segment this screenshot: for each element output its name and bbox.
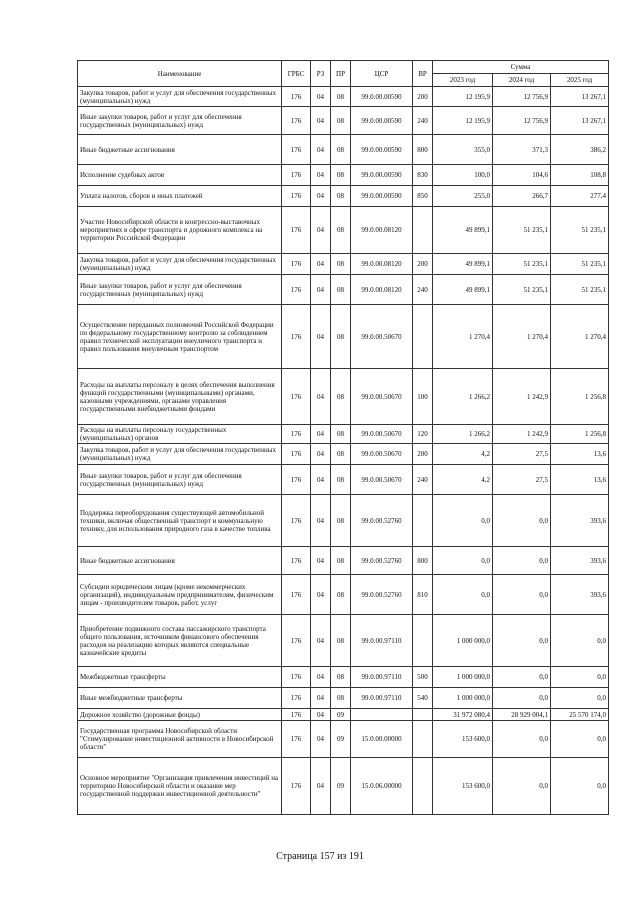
cell-2025: 51 235,1 bbox=[551, 254, 609, 275]
cell-2024: 0,0 bbox=[493, 615, 551, 667]
cell-name: Иные закупки товаров, работ и услуг для обеспечения государственных (муниципальных) нужд bbox=[78, 107, 282, 135]
cell-rz: 04 bbox=[311, 207, 331, 254]
header-name: Наименование bbox=[78, 61, 282, 87]
cell-2023: 1 266,2 bbox=[433, 425, 493, 444]
cell-2024: 371,3 bbox=[493, 135, 551, 165]
header-year-2025: 2025 год bbox=[551, 74, 609, 87]
cell-2023: 12 195,9 bbox=[433, 107, 493, 135]
table-row bbox=[78, 575, 609, 615]
cell-grbs: 176 bbox=[282, 615, 311, 667]
cell-csr: 99.0.00.97110 bbox=[351, 688, 413, 709]
cell-grbs: 176 bbox=[282, 107, 311, 135]
cell-grbs: 176 bbox=[282, 495, 311, 547]
table-row bbox=[78, 615, 609, 667]
cell-2023: 49 899,1 bbox=[433, 254, 493, 275]
cell-vr: 120 bbox=[413, 425, 433, 444]
cell-2025: 13 267,1 bbox=[551, 87, 609, 107]
cell-2024: 51 235,1 bbox=[493, 275, 551, 305]
cell-2023: 355,0 bbox=[433, 135, 493, 165]
cell-rz: 04 bbox=[311, 615, 331, 667]
cell-pr: 08 bbox=[331, 275, 351, 305]
table-row bbox=[78, 207, 609, 254]
cell-2025: 13,6 bbox=[551, 444, 609, 465]
cell-2025: 393,6 bbox=[551, 547, 609, 575]
cell-rz: 04 bbox=[311, 721, 331, 758]
cell-grbs: 176 bbox=[282, 667, 311, 688]
cell-grbs: 176 bbox=[282, 444, 311, 465]
cell-pr: 08 bbox=[331, 107, 351, 135]
cell-vr: 100 bbox=[413, 369, 433, 425]
cell-csr: 99.0.00.08120 bbox=[351, 254, 413, 275]
table-row bbox=[78, 275, 609, 305]
table-row bbox=[78, 135, 609, 165]
cell-grbs: 176 bbox=[282, 254, 311, 275]
header-year-2024: 2024 год bbox=[493, 74, 551, 87]
cell-csr: 99.0.00.52760 bbox=[351, 547, 413, 575]
cell-rz: 04 bbox=[311, 87, 331, 107]
cell-pr: 08 bbox=[331, 547, 351, 575]
cell-pr: 08 bbox=[331, 495, 351, 547]
cell-csr: 99.0.00.97110 bbox=[351, 615, 413, 667]
cell-rz: 04 bbox=[311, 688, 331, 709]
cell-pr: 08 bbox=[331, 688, 351, 709]
cell-2025: 1 256,8 bbox=[551, 369, 609, 425]
cell-2024: 27,5 bbox=[493, 465, 551, 495]
cell-csr: 99.0.00.00590 bbox=[351, 135, 413, 165]
cell-vr: 240 bbox=[413, 465, 433, 495]
header-pr: ПР bbox=[331, 61, 351, 87]
cell-2023: 153 600,0 bbox=[433, 721, 493, 758]
cell-rz: 04 bbox=[311, 275, 331, 305]
cell-grbs: 176 bbox=[282, 465, 311, 495]
cell-2023: 1 266,2 bbox=[433, 369, 493, 425]
cell-rz: 04 bbox=[311, 135, 331, 165]
cell-vr: 500 bbox=[413, 667, 433, 688]
cell-vr: 200 bbox=[413, 444, 433, 465]
cell-grbs: 176 bbox=[282, 709, 311, 721]
cell-rz: 04 bbox=[311, 758, 331, 815]
table-row bbox=[78, 688, 609, 709]
cell-name: Участие Новосибирской области в конгрессно-выставочных мероприятиях в сфере транспорта и дорожного комплекса на территории Российской Федерации bbox=[78, 207, 282, 254]
cell-2023: 49 899,1 bbox=[433, 207, 493, 254]
cell-pr: 08 bbox=[331, 465, 351, 495]
cell-vr: 540 bbox=[413, 688, 433, 709]
cell-pr: 08 bbox=[331, 135, 351, 165]
cell-2024: 0,0 bbox=[493, 495, 551, 547]
table-row bbox=[78, 547, 609, 575]
cell-pr: 08 bbox=[331, 667, 351, 688]
cell-pr: 09 bbox=[331, 758, 351, 815]
cell-csr: 99.0.00.52760 bbox=[351, 495, 413, 547]
cell-2024: 0,0 bbox=[493, 575, 551, 615]
table-row bbox=[78, 444, 609, 465]
cell-rz: 04 bbox=[311, 165, 331, 186]
cell-vr: 240 bbox=[413, 107, 433, 135]
cell-name: Исполнение судебных актов bbox=[78, 165, 282, 186]
cell-grbs: 176 bbox=[282, 575, 311, 615]
cell-2023: 4,2 bbox=[433, 465, 493, 495]
table-row bbox=[78, 186, 609, 207]
cell-name: Расходы на выплаты персоналу в целях обеспечения выполнения функций государственными (муниципальными) органами, казенными учреждениями, органами управления государственными внебюджетными фондами bbox=[78, 369, 282, 425]
cell-name: Иные бюджетные ассигнования bbox=[78, 547, 282, 575]
cell-grbs: 176 bbox=[282, 275, 311, 305]
cell-grbs: 176 bbox=[282, 369, 311, 425]
cell-2024: 12 756,9 bbox=[493, 87, 551, 107]
cell-2025: 0,0 bbox=[551, 688, 609, 709]
cell-csr: 15.0.00.00000 bbox=[351, 721, 413, 758]
table-body bbox=[78, 87, 609, 815]
table-row bbox=[78, 165, 609, 186]
cell-csr: 99.0.00.00590 bbox=[351, 165, 413, 186]
cell-vr: 800 bbox=[413, 135, 433, 165]
cell-csr: 99.0.00.08120 bbox=[351, 207, 413, 254]
cell-2024: 104,6 bbox=[493, 165, 551, 186]
table-row bbox=[78, 305, 609, 369]
cell-2025: 393,6 bbox=[551, 495, 609, 547]
cell-2024: 28 929 004,1 bbox=[493, 709, 551, 721]
cell-vr bbox=[413, 495, 433, 547]
cell-pr: 08 bbox=[331, 186, 351, 207]
cell-rz: 04 bbox=[311, 495, 331, 547]
cell-rz: 04 bbox=[311, 575, 331, 615]
cell-csr: 99.0.00.50670 bbox=[351, 465, 413, 495]
cell-pr: 08 bbox=[331, 165, 351, 186]
cell-csr: 99.0.00.00590 bbox=[351, 186, 413, 207]
cell-grbs: 176 bbox=[282, 688, 311, 709]
cell-2023: 153 600,0 bbox=[433, 758, 493, 815]
cell-2024: 1 242,9 bbox=[493, 425, 551, 444]
cell-2023: 1 000 000,0 bbox=[433, 688, 493, 709]
cell-name: Государственная программа Новосибирской области "Стимулирование инвестиционной активности в Новосибирской области" bbox=[78, 721, 282, 758]
cell-csr: 99.0.00.52760 bbox=[351, 575, 413, 615]
cell-name: Основное мероприятие "Организация привлечения инвестиций на территорию Новосибирской области и оказание мер государственной поддержки инвестиционной деятельности" bbox=[78, 758, 282, 815]
cell-rz: 04 bbox=[311, 107, 331, 135]
cell-pr: 09 bbox=[331, 709, 351, 721]
table-row bbox=[78, 254, 609, 275]
cell-2025: 108,8 bbox=[551, 165, 609, 186]
cell-2024: 1 242,9 bbox=[493, 369, 551, 425]
cell-2024: 0,0 bbox=[493, 667, 551, 688]
cell-name: Осуществление переданных полномочий Российской Федерации по федеральному государственному контролю за соблюдением правил технической эксплуатации внеуличного транспорта и правил пользования внеуличным транспортом bbox=[78, 305, 282, 369]
cell-2023: 0,0 bbox=[433, 495, 493, 547]
cell-2023: 12 195,9 bbox=[433, 87, 493, 107]
cell-2025: 51 235,1 bbox=[551, 207, 609, 254]
cell-csr: 99.0.00.50670 bbox=[351, 444, 413, 465]
cell-2023: 0,0 bbox=[433, 575, 493, 615]
cell-2024: 51 235,1 bbox=[493, 254, 551, 275]
cell-grbs: 176 bbox=[282, 305, 311, 369]
cell-2024: 0,0 bbox=[493, 721, 551, 758]
cell-name: Расходы на выплаты персоналу государственных (муниципальных) органов bbox=[78, 425, 282, 444]
cell-2024: 266,7 bbox=[493, 186, 551, 207]
cell-pr: 08 bbox=[331, 254, 351, 275]
cell-2025: 386,2 bbox=[551, 135, 609, 165]
cell-vr: 800 bbox=[413, 547, 433, 575]
cell-pr: 08 bbox=[331, 425, 351, 444]
cell-name: Дорожное хозяйство (дорожные фонды) bbox=[78, 709, 282, 721]
cell-2025: 0,0 bbox=[551, 667, 609, 688]
cell-grbs: 176 bbox=[282, 425, 311, 444]
cell-grbs: 176 bbox=[282, 547, 311, 575]
cell-grbs: 176 bbox=[282, 721, 311, 758]
cell-pr: 08 bbox=[331, 87, 351, 107]
cell-2023: 1 000 000,0 bbox=[433, 667, 493, 688]
table-row bbox=[78, 107, 609, 135]
header-csr: ЦСР bbox=[351, 61, 413, 87]
cell-pr: 09 bbox=[331, 721, 351, 758]
cell-2024: 0,0 bbox=[493, 688, 551, 709]
header-sum: Сумма bbox=[433, 61, 609, 74]
table-row bbox=[78, 369, 609, 425]
cell-grbs: 176 bbox=[282, 87, 311, 107]
cell-pr: 08 bbox=[331, 575, 351, 615]
cell-csr: 15.0.06.00000 bbox=[351, 758, 413, 815]
cell-vr bbox=[413, 709, 433, 721]
table-row bbox=[78, 758, 609, 815]
cell-2023: 0,0 bbox=[433, 547, 493, 575]
cell-2025: 0,0 bbox=[551, 721, 609, 758]
cell-name: Иные закупки товаров, работ и услуг для обеспечения государственных (муниципальных) нужд bbox=[78, 275, 282, 305]
cell-csr: 99.0.00.50670 bbox=[351, 305, 413, 369]
header-grbs: ГРБС bbox=[282, 61, 311, 87]
table-row bbox=[78, 495, 609, 547]
cell-2024: 0,0 bbox=[493, 758, 551, 815]
cell-vr: 240 bbox=[413, 275, 433, 305]
cell-grbs: 176 bbox=[282, 207, 311, 254]
cell-name: Межбюджетные трансферты bbox=[78, 667, 282, 688]
cell-rz: 04 bbox=[311, 186, 331, 207]
cell-rz: 04 bbox=[311, 667, 331, 688]
cell-grbs: 176 bbox=[282, 135, 311, 165]
cell-2025: 51 235,1 bbox=[551, 275, 609, 305]
cell-2025: 393,6 bbox=[551, 575, 609, 615]
table-row bbox=[78, 465, 609, 495]
cell-2023: 100,0 bbox=[433, 165, 493, 186]
cell-vr bbox=[413, 721, 433, 758]
cell-pr: 08 bbox=[331, 305, 351, 369]
cell-grbs: 176 bbox=[282, 186, 311, 207]
cell-name: Приобретение подвижного состава пассажирского транспорта общего пользования, источником финансового обеспечения расходов на реализацию которых являются специальные казначейские кредиты bbox=[78, 615, 282, 667]
cell-rz: 04 bbox=[311, 369, 331, 425]
cell-vr: 850 bbox=[413, 186, 433, 207]
cell-pr: 08 bbox=[331, 615, 351, 667]
table-row bbox=[78, 425, 609, 444]
cell-2023: 1 000 000,0 bbox=[433, 615, 493, 667]
cell-2023: 31 972 080,4 bbox=[433, 709, 493, 721]
cell-csr: 99.0.00.50670 bbox=[351, 369, 413, 425]
cell-name: Иные межбюджетные трансферты bbox=[78, 688, 282, 709]
cell-2025: 13,6 bbox=[551, 465, 609, 495]
table-row bbox=[78, 709, 609, 721]
cell-csr: 99.0.00.08120 bbox=[351, 275, 413, 305]
cell-2024: 12 756,9 bbox=[493, 107, 551, 135]
cell-name: Закупка товаров, работ и услуг для обеспечения государственных (муниципальных) нужд bbox=[78, 87, 282, 107]
cell-vr: 810 bbox=[413, 575, 433, 615]
cell-name: Закупка товаров, работ и услуг для обеспечения государственных (муниципальных) нужд bbox=[78, 254, 282, 275]
header-vr: ВР bbox=[413, 61, 433, 87]
cell-2024: 1 270,4 bbox=[493, 305, 551, 369]
cell-2025: 25 570 174,0 bbox=[551, 709, 609, 721]
cell-2024: 0,0 bbox=[493, 547, 551, 575]
cell-2025: 1 270,4 bbox=[551, 305, 609, 369]
cell-rz: 04 bbox=[311, 254, 331, 275]
cell-2023: 4,2 bbox=[433, 444, 493, 465]
cell-csr: 99.0.00.50670 bbox=[351, 425, 413, 444]
cell-csr: 99.0.00.00590 bbox=[351, 107, 413, 135]
cell-rz: 04 bbox=[311, 305, 331, 369]
header-year-2023: 2023 год bbox=[433, 74, 493, 87]
cell-2025: 13 267,1 bbox=[551, 107, 609, 135]
table-row bbox=[78, 667, 609, 688]
cell-2023: 1 270,4 bbox=[433, 305, 493, 369]
header-rz: РЗ bbox=[311, 61, 331, 87]
cell-rz: 04 bbox=[311, 709, 331, 721]
cell-2024: 51 235,1 bbox=[493, 207, 551, 254]
cell-name: Закупка товаров, работ и услуг для обеспечения государственных (муниципальных) нужд bbox=[78, 444, 282, 465]
cell-vr: 830 bbox=[413, 165, 433, 186]
cell-csr bbox=[351, 709, 413, 721]
cell-name: Иные закупки товаров, работ и услуг для обеспечения государственных (муниципальных) нужд bbox=[78, 465, 282, 495]
cell-rz: 04 bbox=[311, 425, 331, 444]
cell-grbs: 176 bbox=[282, 758, 311, 815]
cell-vr: 200 bbox=[413, 87, 433, 107]
table-row bbox=[78, 721, 609, 758]
cell-2023: 255,0 bbox=[433, 186, 493, 207]
cell-rz: 04 bbox=[311, 444, 331, 465]
cell-name: Иные бюджетные ассигнования bbox=[78, 135, 282, 165]
cell-name: Поддержка переоборудования существующей автомобильной техники, включая общественный транспорт и коммунальную технику, для использования природного газа в качестве топлива bbox=[78, 495, 282, 547]
cell-rz: 04 bbox=[311, 465, 331, 495]
cell-pr: 08 bbox=[331, 369, 351, 425]
table-row bbox=[78, 87, 609, 107]
cell-vr bbox=[413, 305, 433, 369]
cell-vr: 200 bbox=[413, 254, 433, 275]
cell-pr: 08 bbox=[331, 444, 351, 465]
budget-table bbox=[77, 60, 609, 815]
cell-rz: 04 bbox=[311, 547, 331, 575]
cell-2025: 0,0 bbox=[551, 758, 609, 815]
cell-csr: 99.0.00.97110 bbox=[351, 667, 413, 688]
cell-vr bbox=[413, 615, 433, 667]
cell-2025: 0,0 bbox=[551, 615, 609, 667]
cell-2025: 1 256,8 bbox=[551, 425, 609, 444]
cell-2024: 27,5 bbox=[493, 444, 551, 465]
cell-vr bbox=[413, 758, 433, 815]
cell-grbs: 176 bbox=[282, 165, 311, 186]
cell-name: Уплата налогов, сборов и иных платежей bbox=[78, 186, 282, 207]
cell-vr bbox=[413, 207, 433, 254]
cell-csr: 99.0.00.00590 bbox=[351, 87, 413, 107]
cell-2025: 277,4 bbox=[551, 186, 609, 207]
cell-pr: 08 bbox=[331, 207, 351, 254]
cell-2023: 49 899,1 bbox=[433, 275, 493, 305]
cell-name: Субсидии юридическим лицам (кроме некоммерческих организаций), индивидуальным предпринимателям, физическим лицам - производителям товаров, работ, услуг bbox=[78, 575, 282, 615]
page-number: Страница 157 из 191 bbox=[276, 851, 364, 862]
